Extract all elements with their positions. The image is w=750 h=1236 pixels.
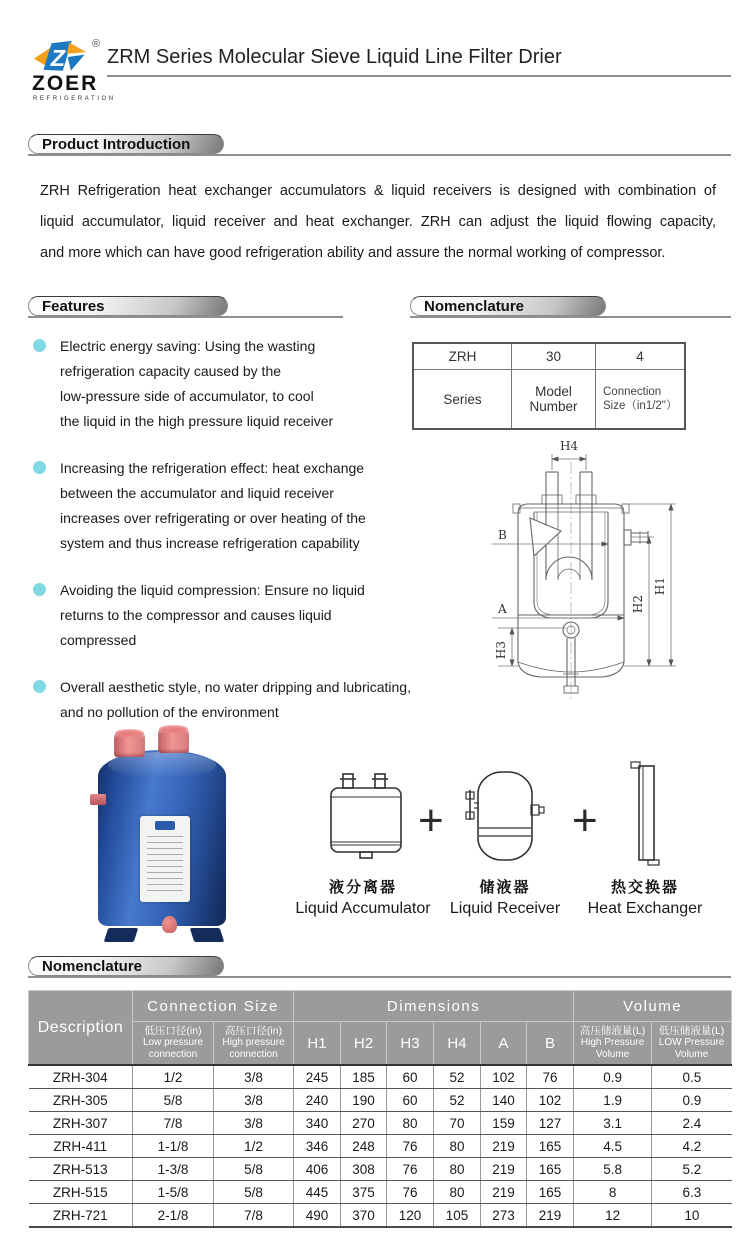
subheader-zh: 高压口径(in): [224, 1024, 283, 1037]
spec-cell-model: ZRH-304: [29, 1065, 133, 1089]
spec-cell-h4: 80: [434, 1158, 481, 1181]
photo-drain-plug: [162, 916, 177, 933]
spec-row: [29, 1112, 732, 1135]
spec-subheader-a: A: [481, 1022, 527, 1066]
feature-line: increases over refrigerating or over heating of the: [60, 510, 366, 526]
spec-cell-low: 5/8: [133, 1089, 214, 1112]
spec-cell-high: 1/2: [214, 1135, 294, 1158]
spec-cell-lp: 6.3: [652, 1181, 732, 1204]
feature-line: the liquid in the high pressure liquid receiver: [60, 413, 334, 429]
section-label: Features: [42, 298, 105, 315]
feature-bullet-icon: [33, 461, 46, 474]
meaning-cell: Series: [413, 370, 512, 430]
feature-line: compressed: [60, 632, 137, 648]
spec-header-description: Description: [29, 991, 133, 1066]
product-photo: [90, 728, 242, 942]
nomenclature-code-table: [412, 342, 686, 430]
subheader-en: LOW Pressure Volume: [658, 1037, 725, 1060]
spec-cell-h4: 70: [434, 1112, 481, 1135]
spec-row: [29, 1089, 732, 1112]
spec-cell-h2: 375: [341, 1181, 387, 1204]
spec-cell-h3: 60: [387, 1089, 434, 1112]
section-label: Product Introduction: [42, 136, 191, 153]
photo-foot: [190, 928, 225, 942]
spec-cell-hp: 1.9: [574, 1089, 652, 1112]
spec-cell-hp: 8: [574, 1181, 652, 1204]
spec-cell-b: 219: [527, 1204, 574, 1228]
spec-cell-h2: 190: [341, 1089, 387, 1112]
spec-cell-model: ZRH-307: [29, 1112, 133, 1135]
feature-line: system and thus increase refrigeration capability: [60, 535, 360, 551]
meaning-cell: Connection Size（in1/2"）: [596, 370, 686, 430]
spec-cell-low: 1/2: [133, 1065, 214, 1089]
intro-paragraph: [40, 176, 716, 269]
spec-cell-h1: 240: [294, 1089, 341, 1112]
zoer-logo-mark: [33, 40, 91, 74]
spec-cell-a: 273: [481, 1204, 527, 1228]
plus-sign: +: [572, 796, 598, 845]
spec-header-dimensions: Dimensions: [294, 991, 574, 1022]
intro-line: ZRH Refrigeration heat exchanger accumulators & liquid receivers is designed with combination of: [40, 183, 716, 199]
photo-side-fitting: [90, 794, 106, 805]
feature-line: returns to the compressor and causes liquid: [60, 607, 332, 623]
spec-cell-lp: 0.9: [652, 1089, 732, 1112]
feature-line: Increasing the refrigeration effect: heat exchange: [60, 460, 365, 476]
spec-cell-h4: 80: [434, 1135, 481, 1158]
dim-label-h3: H3: [494, 640, 508, 660]
spec-cell-low: 7/8: [133, 1112, 214, 1135]
feature-item: [33, 675, 433, 725]
spec-cell-h4: 52: [434, 1089, 481, 1112]
feature-line: Electric energy saving: Using the wasting: [60, 338, 316, 354]
title-divider: [107, 75, 731, 77]
component-label: [430, 876, 580, 918]
receiver-drawing: [464, 768, 546, 864]
spec-cell-h1: 406: [294, 1158, 341, 1181]
spec-cell-a: 140: [481, 1089, 527, 1112]
spec-cell-h3: 60: [387, 1065, 434, 1089]
subheader-en: High pressure connection: [222, 1037, 285, 1060]
component-label-zh: 液分离器: [328, 879, 397, 896]
spec-cell-b: 165: [527, 1181, 574, 1204]
spec-cell-lp: 5.2: [652, 1158, 732, 1181]
code-cell: ZRH: [413, 343, 512, 370]
spec-cell-hp: 0.9: [574, 1065, 652, 1089]
spec-cell-b: 127: [527, 1112, 574, 1135]
feature-line: between the accumulator and liquid receiver: [60, 485, 334, 501]
spec-cell-h1: 245: [294, 1065, 341, 1089]
spec-cell-model: ZRH-515: [29, 1181, 133, 1204]
feature-line: Avoiding the liquid compression: Ensure no liquid: [60, 582, 365, 598]
spec-cell-high: 3/8: [214, 1089, 294, 1112]
section-divider: [28, 316, 343, 318]
spec-row: [29, 1065, 732, 1089]
feature-line: refrigeration capacity caused by the: [60, 363, 282, 379]
subheader-zh: 低压储液量(L): [658, 1024, 725, 1037]
spec-cell-hp: 3.1: [574, 1112, 652, 1135]
spec-cell-low: 1-1/8: [133, 1135, 214, 1158]
spec-cell-b: 76: [527, 1065, 574, 1089]
spec-cell-h1: 346: [294, 1135, 341, 1158]
registered-mark: ®: [92, 38, 101, 50]
feature-bullet-icon: [33, 583, 46, 596]
dimension-diagram: [468, 434, 743, 719]
brand-subtitle: REFRIGERATION: [33, 96, 116, 102]
spec-cell-model: ZRH-513: [29, 1158, 133, 1181]
spec-cell-high: 5/8: [214, 1181, 294, 1204]
spec-cell-high: 7/8: [214, 1204, 294, 1228]
spec-cell-a: 219: [481, 1158, 527, 1181]
spec-cell-hp: 5.8: [574, 1158, 652, 1181]
section-pill-spec-nomenclature: [28, 956, 224, 976]
dim-label-a: A: [498, 602, 507, 616]
spec-subheader-h2: H2: [341, 1022, 387, 1066]
component-label-en: Heat Exchanger: [587, 900, 703, 917]
spec-subheader-b: B: [527, 1022, 574, 1066]
spec-cell-h1: 445: [294, 1181, 341, 1204]
spec-table: [28, 990, 732, 1228]
spec-cell-lp: 10: [652, 1204, 732, 1228]
spec-cell-hp: 12: [574, 1204, 652, 1228]
spec-cell-hp: 4.5: [574, 1135, 652, 1158]
component-label-zh: 储液器: [479, 879, 531, 896]
component-label: [278, 876, 448, 918]
spec-cell-low: 1-5/8: [133, 1181, 214, 1204]
photo-label: [140, 816, 190, 902]
spec-cell-h1: 490: [294, 1204, 341, 1228]
section-divider: [28, 154, 731, 156]
photo-cap: [158, 728, 189, 753]
spec-row: [29, 1158, 732, 1181]
spec-cell-high: 5/8: [214, 1158, 294, 1181]
feature-item: [33, 456, 433, 556]
plus-sign: +: [418, 796, 444, 845]
dim-label-h2: H2: [631, 594, 645, 614]
spec-cell-a: 219: [481, 1181, 527, 1204]
section-divider: [28, 976, 731, 978]
spec-cell-lp: 4.2: [652, 1135, 732, 1158]
features-list: [33, 334, 433, 747]
feature-item: [33, 578, 433, 653]
section-pill-product-introduction: [28, 134, 224, 154]
subheader-zh: 高压储液量(L): [579, 1024, 646, 1037]
dim-label-h4: H4: [559, 439, 579, 453]
subheader-en: High Pressure Volume: [580, 1037, 645, 1060]
spec-table-body: [29, 1065, 732, 1227]
component-label: [570, 876, 720, 918]
feature-line: and no pollution of the environment: [60, 704, 279, 720]
spec-subheader-h3: H3: [387, 1022, 434, 1066]
photo-cap: [114, 732, 145, 757]
component-label-en: Liquid Receiver: [449, 900, 561, 917]
section-label: Nomenclature: [424, 298, 525, 315]
feature-bullet-icon: [33, 339, 46, 352]
spec-cell-h3: 80: [387, 1112, 434, 1135]
spec-row: [29, 1181, 732, 1204]
code-cell: 30: [512, 343, 596, 370]
feature-line: low-pressure side of accumulator, to cool: [60, 388, 314, 404]
dim-label-h1: H1: [653, 576, 667, 596]
intro-line: liquid accumulator, liquid receiver and heat exchanger. ZRH can adjust the liquid flowing capacity,: [40, 214, 716, 230]
spec-cell-h1: 340: [294, 1112, 341, 1135]
spec-cell-b: 165: [527, 1135, 574, 1158]
spec-cell-a: 102: [481, 1065, 527, 1089]
spec-cell-h2: 185: [341, 1065, 387, 1089]
intro-line: and more which can have good refrigeration ability and assure the normal working of compressor.: [40, 245, 666, 261]
spec-cell-lp: 0.5: [652, 1065, 732, 1089]
spec-cell-b: 165: [527, 1158, 574, 1181]
section-divider: [410, 316, 731, 318]
component-label-en: Liquid Accumulator: [295, 900, 431, 917]
meaning-cell: Model Number: [512, 370, 596, 430]
spec-cell-h2: 248: [341, 1135, 387, 1158]
spec-subheader-low-pressure: [133, 1022, 214, 1066]
spec-cell-h3: 76: [387, 1158, 434, 1181]
spec-cell-low: 1-3/8: [133, 1158, 214, 1181]
subheader-en: Low pressure connection: [142, 1037, 204, 1060]
dim-label-b: B: [498, 528, 507, 542]
spec-cell-model: ZRH-411: [29, 1135, 133, 1158]
spec-cell-h4: 52: [434, 1065, 481, 1089]
section-pill-nomenclature: [410, 296, 606, 316]
spec-cell-high: 3/8: [214, 1112, 294, 1135]
spec-cell-a: 159: [481, 1112, 527, 1135]
spec-header-volume: Volume: [574, 991, 732, 1022]
photo-foot: [104, 928, 139, 942]
subheader-zh: 低压口径(in): [144, 1024, 202, 1037]
spec-cell-lp: 2.4: [652, 1112, 732, 1135]
spec-cell-h2: 308: [341, 1158, 387, 1181]
spec-subheader-lp-volume: [652, 1022, 732, 1066]
feature-line: Overall aesthetic style, no water dripping and lubricating,: [60, 679, 411, 695]
spec-row: [29, 1135, 732, 1158]
spec-subheader-h1: H1: [294, 1022, 341, 1066]
spec-cell-h2: 370: [341, 1204, 387, 1228]
spec-subheader-hp-volume: [574, 1022, 652, 1066]
spec-cell-h3: 76: [387, 1181, 434, 1204]
spec-row: [29, 1204, 732, 1228]
feature-bullet-icon: [33, 680, 46, 693]
spec-cell-h4: 80: [434, 1181, 481, 1204]
spec-cell-low: 2-1/8: [133, 1204, 214, 1228]
feature-item: [33, 334, 433, 434]
component-label-zh: 热交换器: [610, 879, 679, 896]
spec-cell-h4: 105: [434, 1204, 481, 1228]
spec-cell-h3: 76: [387, 1135, 434, 1158]
brand-wordmark: ZOER: [32, 72, 99, 95]
page-title: ZRM Series Molecular Sieve Liquid Line Filter Drier: [107, 46, 562, 68]
spec-cell-model: ZRH-305: [29, 1089, 133, 1112]
section-label: Nomenclature: [42, 958, 143, 975]
accumulator-drawing: [327, 772, 405, 868]
code-cell: 4: [596, 343, 686, 370]
heat-exchanger-drawing: [624, 760, 668, 868]
spec-header-connection-size: Connection Size: [133, 991, 294, 1022]
spec-cell-b: 102: [527, 1089, 574, 1112]
spec-cell-model: ZRH-721: [29, 1204, 133, 1228]
section-pill-features: [28, 296, 228, 316]
svg-text:Z: Z: [50, 44, 66, 71]
spec-cell-h3: 120: [387, 1204, 434, 1228]
spec-subheader-high-pressure: [214, 1022, 294, 1066]
spec-cell-h2: 270: [341, 1112, 387, 1135]
spec-cell-high: 3/8: [214, 1065, 294, 1089]
spec-cell-a: 219: [481, 1135, 527, 1158]
spec-subheader-h4: H4: [434, 1022, 481, 1066]
